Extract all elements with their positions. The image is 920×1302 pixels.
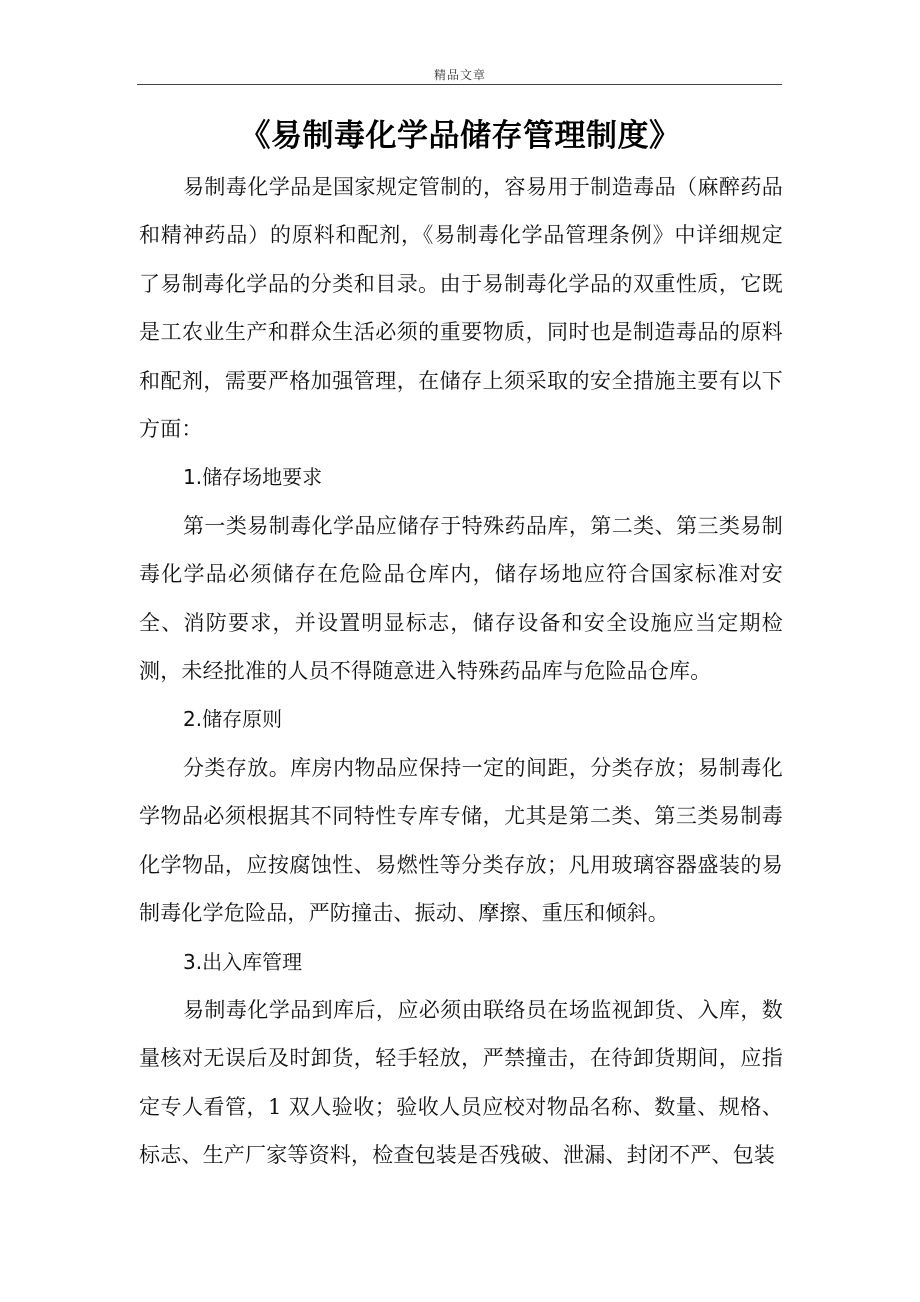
intro-paragraph: 易制毒化学品是国家规定管制的，容易用于制造毒品（麻醉药品和精神药品）的原料和配剂，《易制毒化学品管理条例》中详细规定了易制毒化学品的分类和目录。由于易制毒化学品的双重性质，它既是工农业生产和群众生活必须的重要物质，同时也是制造毒品的原料和配剂，需要严格加强管理，在储存上须采取的安全措施主要有以下方面： — [139, 175, 783, 442]
page-header-label: 精品文章 — [433, 68, 486, 82]
document-title: 《易制毒化学品储存管理制度》 — [239, 118, 681, 154]
section-heading-storage-site: 1.储存场地要求 — [183, 465, 323, 490]
section-heading-storage-principles: 2.储存原则 — [183, 707, 283, 732]
section-paragraph-inventory-management: 易制毒化学品到库后，应必须由联络员在场监视卸货、入库，数量核对无误后及时卸货，轻手轻放，严禁撞击，在待卸货期间，应指定专人看管，1 双人验收；验收人员应校对物品名称、数量、规格、标志、生产厂家等资料，检查包装是否残破、泄漏、封闭不严、包装 — [139, 997, 783, 1168]
section-paragraph-storage-site: 第一类易制毒化学品应储存于特殊药品库，第二类、第三类易制毒化学品必须储存在危险品仓库内，储存场地应符合国家标准对安全、消防要求，并设置明显标志，储存设备和安全设施应当定期检测，未经批准的人员不得随意进入特殊药品库与危险品仓库。 — [139, 513, 783, 684]
header-divider — [137, 84, 782, 85]
section-heading-inventory-management: 3.出入库管理 — [183, 949, 303, 974]
document-body — [139, 163, 783, 1180]
section-paragraph-storage-principles: 分类存放。库房内物品应保持一定的间距，分类存放；易制毒化学物品必须根据其不同特性专库专储，尤其是第二类、第三类易制毒化学物品，应按腐蚀性、易燃性等分类存放；凡用玻璃容器盛装的易制毒化学危险品，严防撞击、振动、摩擦、重压和倾斜。 — [139, 755, 783, 926]
